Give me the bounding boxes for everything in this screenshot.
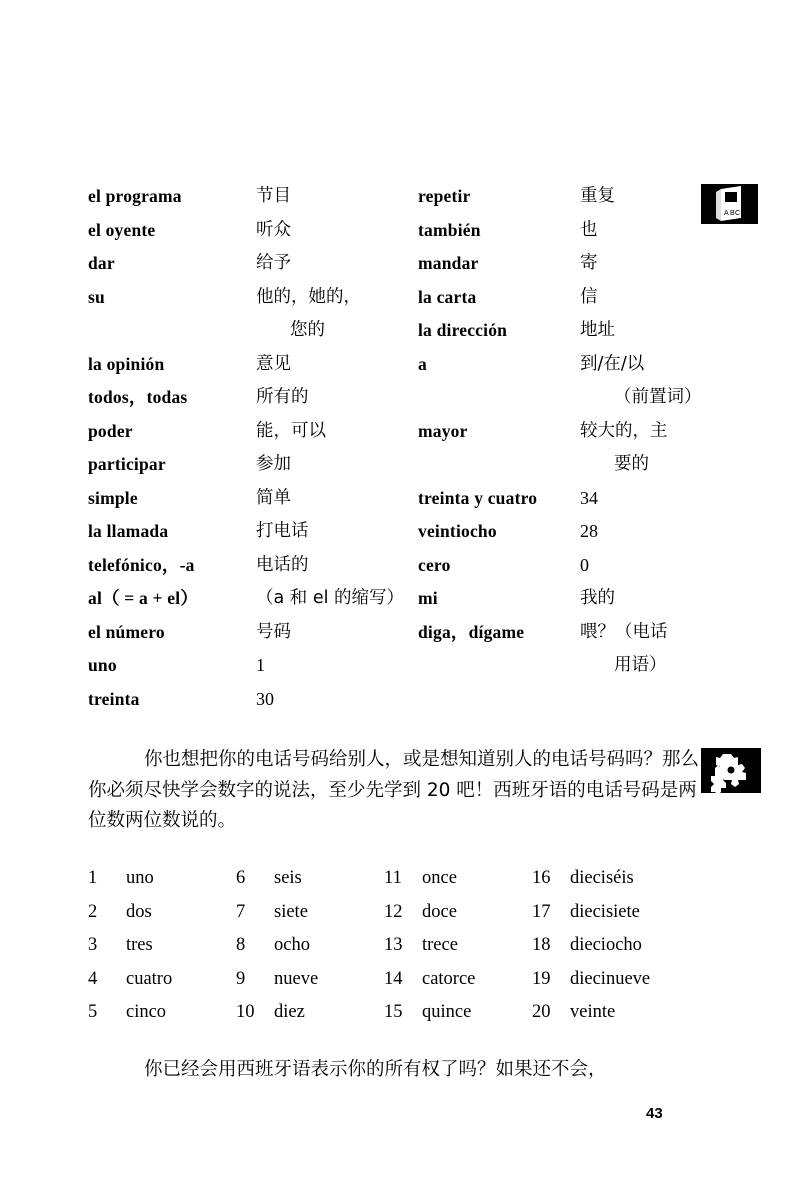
vocabulary-definition: 打电话	[256, 521, 309, 541]
number-entry	[384, 862, 532, 896]
vocabulary-definition: 参加	[256, 454, 291, 474]
vocabulary-term: la llamada	[88, 521, 169, 541]
vocabulary-row	[88, 247, 418, 281]
vocabulary-row	[88, 281, 418, 315]
vocabulary-definition: 意见	[256, 353, 291, 374]
vocabulary-row	[418, 582, 708, 616]
vocabulary-definition: 所有的	[256, 387, 309, 407]
vocabulary-definition-continued: （前置词）	[614, 387, 702, 407]
vocabulary-term: treinta	[88, 688, 140, 709]
number-index: 16	[532, 868, 551, 888]
number-word: diecinueve	[570, 968, 651, 989]
vocabulary-definition: 重复	[580, 186, 615, 206]
vocabulary-term: al（ = a + el）	[88, 588, 199, 608]
page-number: 43	[646, 1105, 663, 1122]
number-word: dos	[126, 901, 152, 922]
vocabulary-row	[88, 582, 418, 616]
number-word: trece	[422, 935, 458, 955]
vocabulary-definition: 简单	[256, 487, 291, 508]
abc-card-icon	[701, 184, 758, 224]
svg-text:C: C	[735, 210, 741, 217]
number-entry	[532, 862, 692, 896]
number-index: 4	[88, 968, 98, 989]
number-entry	[384, 963, 532, 997]
vocabulary-definition-continued: 用语）	[614, 655, 667, 675]
number-index: 1	[88, 868, 98, 888]
number-word: seis	[274, 868, 302, 888]
vocabulary-term: uno	[88, 655, 117, 675]
number-entry	[88, 862, 236, 896]
vocabulary-definition-continued: 要的	[614, 454, 649, 474]
vocabulary-term: poder	[88, 420, 133, 441]
intro-paragraph: 你也想把你的电话号码给别人，或是想知道别人的电话号码吗？那么你必须尽快学会数字的说法，至少先学到 20 吧！西班牙语的电话号码是两位数两位数说的。	[88, 749, 700, 831]
svg-text:A: A	[724, 210, 729, 217]
number-word: once	[422, 868, 457, 888]
number-word: uno	[126, 868, 154, 888]
vocabulary-definition: 到/在/以	[580, 353, 645, 374]
number-index: 12	[384, 901, 403, 922]
number-entry	[532, 896, 692, 930]
svg-text:B: B	[730, 210, 735, 217]
vocabulary-row	[418, 314, 708, 348]
number-entry	[236, 996, 384, 1030]
number-index: 10	[236, 1002, 255, 1022]
number-index: 19	[532, 968, 551, 989]
vocabulary-term: también	[418, 219, 481, 240]
vocabulary-row	[88, 348, 418, 382]
vocabulary-term: mi	[418, 588, 438, 608]
vocabulary-row	[88, 415, 418, 449]
vocabulary-term: diga，dígame	[418, 621, 525, 642]
number-entry	[88, 929, 236, 963]
number-entry	[532, 929, 692, 963]
vocabulary-definition: 信	[580, 286, 598, 307]
vocabulary-row	[418, 348, 708, 382]
vocabulary-term: veintiocho	[418, 521, 497, 541]
vocabulary-row	[418, 549, 708, 583]
vocabulary-definition: 地址	[580, 320, 615, 340]
vocabulary-row	[88, 649, 418, 683]
number-word: diez	[274, 1002, 305, 1022]
vocabulary-row	[418, 415, 708, 449]
vocabulary-term: a	[418, 353, 427, 374]
vocabulary-term: dar	[88, 253, 115, 273]
vocabulary-definition: 28	[580, 521, 598, 541]
vocabulary-term: mandar	[418, 253, 479, 273]
number-entry	[88, 896, 236, 930]
vocabulary-row	[418, 247, 708, 281]
vocabulary-definition: 给予	[256, 253, 291, 273]
vocabulary-definition: 1	[256, 655, 265, 675]
number-index: 6	[236, 868, 246, 888]
vocabulary-definition: 我的	[580, 588, 615, 608]
number-word: nueve	[274, 968, 319, 989]
number-entry	[236, 896, 384, 930]
vocabulary-definition: 寄	[580, 253, 598, 273]
vocabulary-row	[418, 180, 708, 214]
vocabulary-row	[88, 448, 418, 482]
vocabulary-row	[88, 381, 418, 415]
vocabulary-row	[88, 214, 418, 248]
number-index: 15	[384, 1002, 403, 1022]
vocabulary-definition: 他的，她的，	[256, 286, 361, 307]
number-index: 3	[88, 935, 98, 955]
number-index: 17	[532, 901, 551, 922]
number-entry	[236, 862, 384, 896]
number-entry	[88, 996, 236, 1030]
vocabulary-term: repetir	[418, 186, 471, 206]
vocabulary-definition: 较大的，主	[580, 420, 668, 441]
number-entry	[236, 929, 384, 963]
puzzle-piece-icon	[701, 748, 761, 793]
vocabulary-term: el programa	[88, 186, 182, 206]
vocabulary-row	[418, 281, 708, 315]
number-index: 20	[532, 1002, 551, 1022]
number-word: tres	[126, 935, 153, 955]
number-word: catorce	[422, 968, 476, 989]
number-entry	[384, 929, 532, 963]
vocabulary-row	[88, 549, 418, 583]
vocabulary-row	[88, 180, 418, 214]
vocabulary-row	[418, 482, 708, 516]
vocabulary-definition: 喂？（电话	[580, 621, 668, 642]
number-index: 8	[236, 935, 246, 955]
vocabulary-term: el oyente	[88, 219, 156, 240]
number-entry	[384, 896, 532, 930]
number-word: ocho	[274, 935, 310, 955]
number-entry	[532, 996, 692, 1030]
number-index: 14	[384, 968, 403, 989]
number-word: quince	[422, 1002, 472, 1022]
closing-paragraph: 你已经会用西班牙语表示你的所有权了吗？如果还不会，	[144, 1059, 607, 1080]
vocabulary-definition: 听众	[256, 219, 291, 240]
vocabulary-term: participar	[88, 454, 166, 474]
vocabulary-term: la dirección	[418, 320, 508, 340]
number-index: 18	[532, 935, 551, 955]
vocabulary-row	[418, 616, 708, 650]
number-index: 9	[236, 968, 246, 989]
vocabulary-row	[88, 683, 418, 717]
vocabulary-row	[418, 214, 708, 248]
vocabulary-definition: 0	[580, 554, 589, 575]
vocabulary-definition: 号码	[256, 621, 291, 642]
vocabulary-term: todos，todas	[88, 387, 188, 407]
number-word: doce	[422, 901, 457, 922]
vocabulary-term: treinta y cuatro	[418, 487, 538, 508]
vocabulary-term: el número	[88, 621, 165, 642]
number-index: 5	[88, 1002, 98, 1022]
vocabulary-column-right	[418, 180, 708, 683]
number-entry	[88, 963, 236, 997]
number-word: dieciséis	[570, 868, 634, 888]
vocabulary-definition: 34	[580, 487, 598, 508]
vocabulary-term: mayor	[418, 420, 468, 441]
number-index: 7	[236, 901, 246, 922]
vocabulary-term: simple	[88, 487, 138, 508]
vocabulary-definition: （a 和 el 的缩写）	[256, 588, 405, 608]
number-index: 11	[384, 868, 402, 888]
vocabulary-term: la opinión	[88, 353, 165, 374]
vocabulary-definition: 也	[580, 219, 598, 240]
number-word: diecisiete	[570, 901, 640, 922]
number-word: cinco	[126, 1002, 167, 1022]
number-entry	[384, 996, 532, 1030]
vocabulary-definition-continued: 您的	[290, 320, 325, 340]
number-entry	[532, 963, 692, 997]
vocabulary-row	[418, 515, 708, 549]
number-word: dieciocho	[570, 935, 642, 955]
vocabulary-column-left	[88, 180, 418, 716]
vocabulary-term: cero	[418, 554, 451, 575]
number-index: 2	[88, 901, 98, 922]
vocabulary-row	[88, 482, 418, 516]
number-index: 13	[384, 935, 403, 955]
vocabulary-definition: 节目	[256, 186, 291, 206]
vocabulary-row	[88, 515, 418, 549]
number-word: siete	[274, 901, 308, 922]
vocabulary-definition: 能，可以	[256, 420, 326, 441]
vocabulary-definition: 30	[256, 688, 274, 709]
vocabulary-term: telefónico，-a	[88, 554, 195, 575]
number-word: veinte	[570, 1002, 616, 1022]
vocabulary-term: la carta	[418, 286, 477, 307]
number-word: cuatro	[126, 968, 173, 989]
vocabulary-row	[88, 616, 418, 650]
vocabulary-term: su	[88, 286, 105, 307]
numbers-list	[88, 862, 708, 1030]
vocabulary-definition: 电话的	[256, 554, 309, 575]
number-entry	[236, 963, 384, 997]
